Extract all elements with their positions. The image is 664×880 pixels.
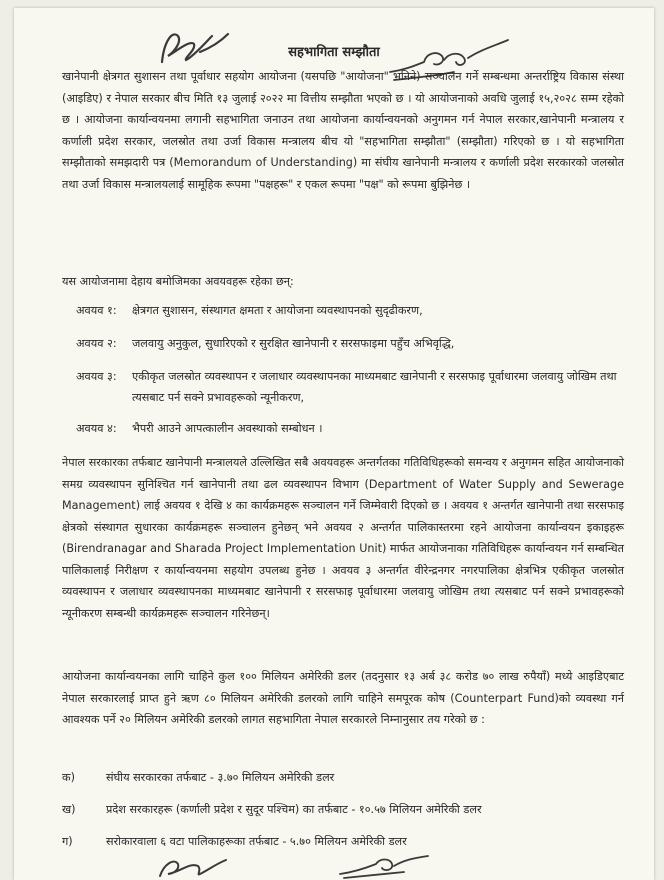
paragraph-funding: आयोजना कार्यान्वयनका लागि चाहिने कुल १०० मिलियन अमेरिकी डलर (तदनुसार १३ अर्ब ३८ करोड ७० लाख रुपैयाँ) मध्ये आइडिएबाट नेपाल सरकारलाई प्राप्त हुने ऋण ८० मिलियन अमेरिकी डलरको लागि चाहिने समपूरक कोष (Counterpart Fund)को व्यवस्था गर्न आवश्यक पर्ने २० मिलियन अमेरिकी डलरको लागत सहभागिता नेपाल सरकारले निम्नानुसार तय गरेको छ : [62, 670, 624, 726]
document-page: सहभागिता सम्झौता खानेपानी क्षेत्रगत सुशासन तथा पूर्वाधार सहयोग आयोजना (यसपछि "आयोजना" भनिने) सञ्चालन गर्ने सम्बन्धमा अन्तर्राष्ट्रिय विकास संस्था (आइडिए) र नेपाल सरकार बीच मिति १३ जुलाई २०२२ मा वित्तीय सम्झौता भएको छ । यो आयोजनाको अवधि जुलाई १५,२०२८ सम्म रहेको छ । आयोजना कार्यान्वयनमा लगानी सहभागिता जनाउन तथा आयोजना कार्यान्वयनको अनुगमन गर्न नेपाल सरकार,खानेपानी मन्त्रालय र कर्णाली प्रदेश सरकार, जलस्रोत तथा उर्जा विकास मन्त्रालय बीच यो "सहभागिता सम्झौता" (सम्झौता) गरिएको छ । यो सहभागिता सम्झौताको समझदारी पत्र (Memorandum of Understanding) मा संघीय खानेपानी मन्त्रालय र कर्णाली प्रदेश सरकारको जलस्रोत तथा उर्जा विकास मन्त्रालयलाई सामूहिक रूपमा "पक्षहरू" र एकल रूपमा "पक्ष" को रूपमा बुझिनेछ । यस आयोजनामा देहाय बमोजिमका अवयवहरू रहेका छन्: अवयव १: क्षेत्रगत सुशासन, संस्थागत क्षमता र आयोजना व्यवस्थापनको सुदृढीकरण, अवयव २: जलवायु अनुकुल, सुधारिएको र सुरक्षित खानेपानी र सरसफाइमा पहुँच अभिवृद्धि, अवयव ३: एकीकृत जलस्रोत व्यवस्थापन र जलाधार व्यवस्थापनका माध्यमबाट खानेपानी र सरसफाइ पूर्वाधारमा जलवायु जोखिम तथा त्यसबाट पर्न सक्ने प्रभावहरूको न्यूनीकरण, अवयव ४: भैपरी आउने आपत्कालीन अवस्थाको सम्बोधन । नेपाल सरकारका तर्फबाट खानेपानी मन्त्रालयले उल्लिखित सबै अवयवहरू अन्तर्गतका गतिविधिहरूको समन्वय र अनुगमन सहित आयोजनाको समग्र व्यवस्थापन सुनिश्चित गर्न खानेपानी तथा ढल व्यवस्थापन विभाग (Department of Water Supply and Sewerage Management) लाई अवयव १ देखि ४ का कार्यक्रमहरू सञ्चालन गर्ने जिम्मेवारी दिएको छ । अवयव १ अन्तर्गत खानेपानी तथा सरसफाइ क्षेत्रको संस्थागत सुधारका कार्यक्रमहरू सञ्चालन हुनेछन् भने अवयव २ अन्तर्गत पालिकास्तरमा रहने आयोजना कार्यान्वयन इकाइहरू (Birendranagar and Sharada Project Implementation Unit) मार्फत आयोजनाका गतिविधिहरू कार्यान्वयन गर्न सम्बन्धित पालिकालाई निरीक्षण र कार्यान्वयनमा सहयोग उपलब्ध हुनेछ । अवयव ३ अन्तर्गत वीरेन्द्रनगर नगरपालिका क्षेत्रभित्र एकीकृत जलस्रोत व्यवस्थापन र जलाधार व्यवस्थापनका माध्यमबाट खानेपानी र सरसफाइ पूर्वाधारमा जलवायु जोखिम तथा त्यसबाट पर्न सक्ने प्रभावहरूको न्यूनीकरण सम्बन्धी कार्यक्रमहरू सञ्चालन गरिनेछन्। आयोजना कार्यान्वयनका लागि चाहिने कुल १०० मिलियन अमेरिकी डलर (तदनुसार १३ अर्ब ३८ करोड ७० लाख रुपैयाँ) मध्ये आइडिएबाट नेपाल सरकारलाई प्राप्त हुने ऋण ८० मिलियन अमेरिकी डलरको लागि चाहिने समपूरक कोष (Counterpart Fund)को व्यवस्था गर्न आवश्यक पर्ने २० मिलियन अमेरिकी डलरको लागत सहभागिता नेपाल सरकारले निम्नानुसार तय गरेको छ : क) संघीय सरकारका तर्फबाट - ३.७० मिलियन अमेरिकी डलर ख) प्रदेश सरकारहरू (कर्णाली प्रदेश र सुदूर पश्चिम) का तर्फबाट - १०.५७ मिलियन अमेरिकी डलर ग) सरोकारवाला ६ वटा पालिकाहरूका तर्फबाट - ५.७० मिलियन अमेरिकी डलर [14, 8, 654, 880]
paragraph-intro: खानेपानी क्षेत्रगत सुशासन तथा पूर्वाधार सहयोग आयोजना (यसपछि "आयोजना" भनिने) सञ्चालन गर्ने सम्बन्धमा अन्तर्राष्ट्रिय विकास संस्था (आइडिए) र नेपाल सरकार बीच मिति १३ जुलाई २०२२ मा वित्तीय सम्झौता भएको छ । यो आयोजनाको अवधि जुलाई १५,२०२८ सम्म रहेको छ । आयोजना कार्यान्वयनमा लगानी सहभागिता जनाउन तथा आयोजना कार्यान्वयनको अनुगमन गर्न नेपाल सरकार,खानेपानी मन्त्रालय र कर्णाली प्रदेश सरकार, जलस्रोत तथा उर्जा विकास मन्त्रालय बीच यो "सहभागिता सम्झौता" (सम्झौता) गरिएको छ । यो सहभागिता सम्झौताको समझदारी पत्र (Memorandum of Understanding) मा संघीय खानेपानी मन्त्रालय र कर्णाली प्रदेश सरकारको जलस्रोत तथा उर्जा विकास मन्त्रालयलाई सामूहिक रूपमा "पक्षहरू" र एकल रूपमा "पक्ष" को रूपमा बुझिनेछ । [62, 70, 624, 191]
signature-bottom-left-icon [154, 854, 234, 880]
page-title: सहभागिता सम्झौता [288, 45, 380, 60]
signature-bottom-right-icon [334, 854, 434, 880]
components-intro: यस आयोजनामा देहाय बमोजिमका अवयवहरू रहेका छन्: [62, 275, 294, 288]
paragraph-management: नेपाल सरकारका तर्फबाट खानेपानी मन्त्रालयले उल्लिखित सबै अवयवहरू अन्तर्गतका गतिविधिहरूको समन्वय र अनुगमन सहित आयोजनाको समग्र व्यवस्थापन सुनिश्चित गर्न खानेपानी तथा ढल व्यवस्थापन विभाग (Department of Water Supply and Sewerage Management) लाई अवयव १ देखि ४ का कार्यक्रमहरू सञ्चालन गर्ने जिम्मेवारी दिएको छ । अवयव १ अन्तर्गत खानेपानी तथा सरसफाइ क्षेत्रको संस्थागत सुधारका कार्यक्रमहरू सञ्चालन हुनेछन् भने अवयव २ अन्तर्गत पालिकास्तरमा रहने आयोजना कार्यान्वयन इकाइहरू (Birendranagar and Sharada Project Implementation Unit) मार्फत आयोजनाका गतिविधिहरू कार्यान्वयन गर्न सम्बन्धित पालिकालाई निरीक्षण र कार्यान्वयनमा सहयोग उपलब्ध हुनेछ । अवयव ३ अन्तर्गत वीरेन्द्रनगर नगरपालिका क्षेत्रभित्र एकीकृत जलस्रोत व्यवस्थापन र जलाधार व्यवस्थापनका माध्यमबाट खानेपानी र सरसफाइ पूर्वाधारमा जलवायु जोखिम तथा त्यसबाट पर्न सक्ने प्रभावहरूको न्यूनीकरण सम्बन्धी कार्यक्रमहरू सञ्चालन गरिनेछन्। [62, 456, 624, 620]
